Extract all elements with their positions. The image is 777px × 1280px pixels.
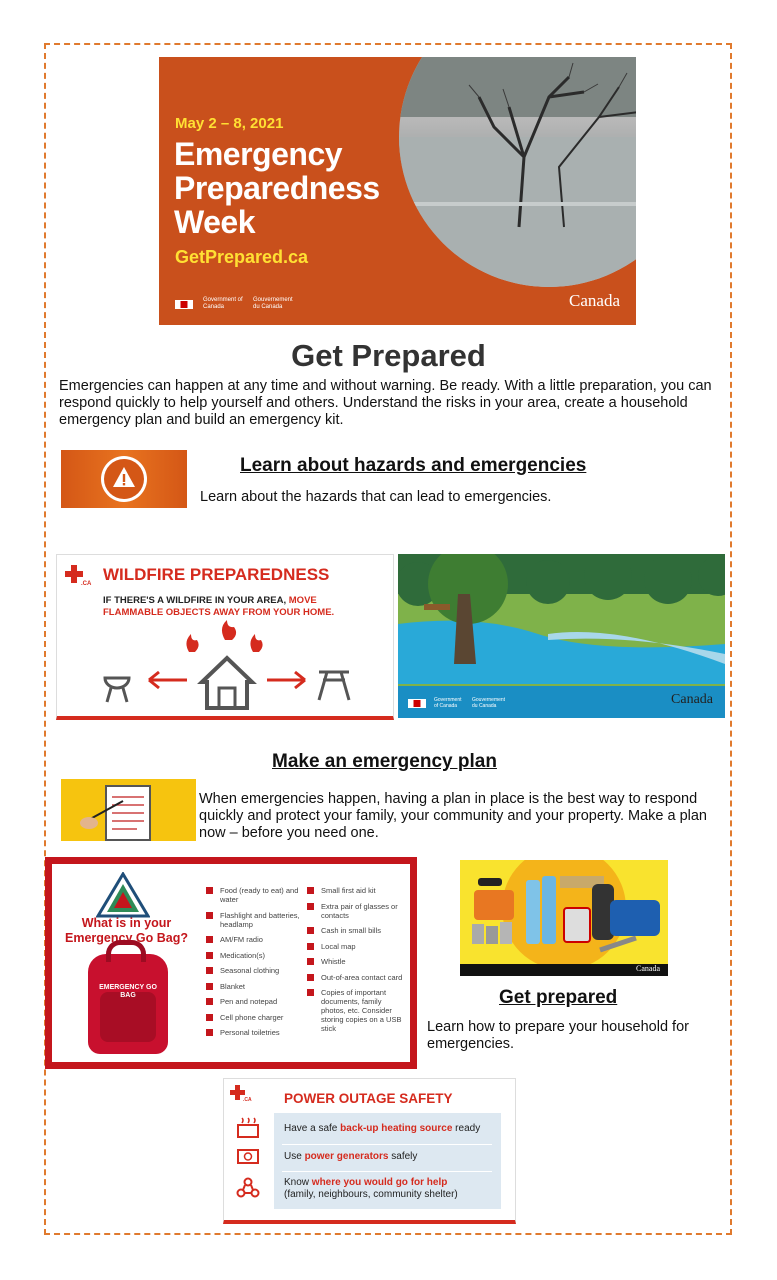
plan-text: When emergencies happen, having a plan in place is the best way to respond quickly and protect your family, your community and your property. Make a plan now – before you need one. xyxy=(199,791,707,841)
power-outage-safety-card[interactable] xyxy=(223,1078,516,1224)
list-item: Flashlight and batteries, headlamp xyxy=(206,911,301,929)
go-bag-list-1 xyxy=(206,886,301,1044)
get-prepared-text: Learn how to prepare your household for emergencies. xyxy=(427,1019,689,1052)
event-dates: May 2 – 8, 2021 xyxy=(175,115,284,132)
kit-canada-wordmark: Canada xyxy=(636,964,660,973)
redcross-logo-icon: .CA xyxy=(230,1085,246,1106)
go-bag-question: What is in your Emergency Go Bag? xyxy=(65,916,188,945)
hand-pen-icon xyxy=(79,793,129,833)
list-item: Food (ready to eat) and water xyxy=(206,886,301,904)
plan-heading[interactable]: Make an emergency plan xyxy=(272,751,497,772)
plan-image[interactable] xyxy=(61,779,196,841)
go-bag-infographic[interactable] xyxy=(45,857,417,1069)
power-tips-box xyxy=(274,1113,501,1209)
government-signature: Government of Canada Gouvernement du Canada xyxy=(175,297,295,311)
list-item: Seasonal clothing xyxy=(206,966,301,975)
banner-title: Emergency Preparedness Week xyxy=(174,136,380,240)
list-item: AM/FM radio xyxy=(206,935,301,944)
list-item: Whistle xyxy=(307,957,407,966)
list-item: Blanket xyxy=(206,982,301,991)
wildfire-preparedness-card[interactable] xyxy=(56,554,394,720)
emergency-week-banner[interactable] xyxy=(159,57,636,325)
wildfire-title: WILDFIRE PREPAREDNESS xyxy=(103,565,330,584)
list-item: Medication(s) xyxy=(206,951,301,960)
list-item: Small first aid kit xyxy=(307,886,407,895)
emergency-triangle-icon xyxy=(96,872,150,918)
list-item: Personal toiletries xyxy=(206,1028,301,1037)
heater-icon xyxy=(236,1117,260,1139)
canada-flag-icon xyxy=(408,699,426,708)
park-gov-signature: Government of Canada Gouvernement du Canada xyxy=(408,697,506,709)
park-canada-wordmark: Canada xyxy=(671,692,713,707)
hazards-text: Learn about the hazards that can lead to emergencies. xyxy=(200,489,552,505)
page-title: Get Prepared xyxy=(291,338,486,373)
list-item: Out-of-area contact card xyxy=(307,973,407,982)
wildfire-subtitle: IF THERE'S A WILDFIRE IN YOUR AREA, MOVE FLAMMABLE OBJECTS AWAY FROM YOUR HOME. xyxy=(103,595,335,618)
intro-paragraph: Emergencies can happen at any time and without warning. Be ready. With a little preparation, you can respond quickly to help yourself and others. Understand the risks in your area, create a household emergency plan and build an emergency kit. xyxy=(59,378,712,428)
list-item: Pen and notepad xyxy=(206,997,301,1006)
canada-flag-icon xyxy=(175,300,193,309)
hazards-heading[interactable]: Learn about hazards and emergencies xyxy=(240,455,587,476)
red-backpack-image: EMERGENCY GO BAG xyxy=(88,954,168,1054)
emergency-kit-image[interactable] xyxy=(460,860,668,976)
tip-help: Know where you would go for help (family, neighbours, community shelter) xyxy=(284,1177,458,1200)
tip-heating: Have a safe back-up heating source ready xyxy=(284,1123,481,1134)
list-item: Cell phone charger xyxy=(206,1013,301,1022)
hazards-image[interactable] xyxy=(61,450,187,508)
power-outage-title: POWER OUTAGE SAFETY xyxy=(284,1091,453,1106)
canada-wordmark: Canada xyxy=(569,291,620,310)
wildfire-illustration xyxy=(57,620,395,710)
get-prepared-heading[interactable]: Get prepared xyxy=(499,987,618,1008)
list-item: Local map xyxy=(307,942,407,951)
list-item: Extra pair of glasses or contacts xyxy=(307,902,407,920)
getprepared-url[interactable]: GetPrepared.ca xyxy=(175,247,309,267)
park-flood-illustration xyxy=(398,554,725,718)
list-item: Cash in small bills xyxy=(307,926,407,935)
flooded-tree-photo xyxy=(399,57,636,287)
community-icon xyxy=(236,1177,260,1199)
warning-icon xyxy=(101,456,147,502)
tip-generators: Use power generators safely xyxy=(284,1151,418,1162)
generator-icon xyxy=(236,1147,260,1165)
redcross-logo-icon: .CA xyxy=(65,565,95,596)
go-bag-list-2 xyxy=(307,886,407,1040)
list-item: Copies of important documents, family photos, etc. Consider storing copies on a USB stick xyxy=(307,988,407,1033)
